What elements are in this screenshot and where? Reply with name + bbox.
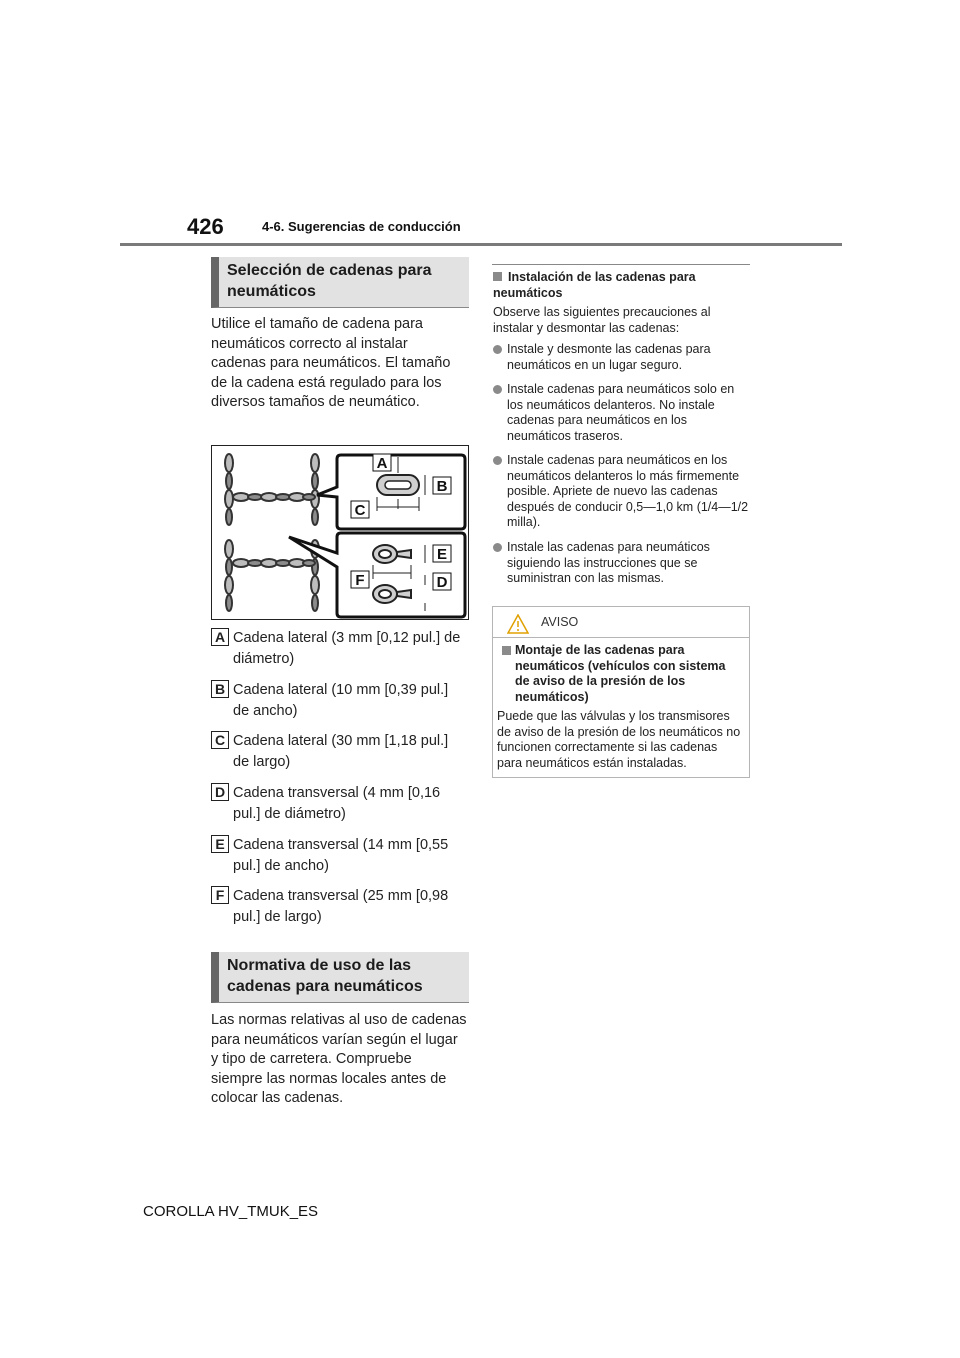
list-item-c bbox=[211, 731, 466, 773]
figure-label-b: B bbox=[436, 478, 448, 495]
bullet-dot-icon bbox=[493, 543, 502, 552]
list-item-a bbox=[211, 628, 466, 670]
label-e-badge: E bbox=[211, 835, 229, 853]
warning-subheading: Montaje de las cadenas para neumáticos (vehículos con sistema de aviso de la presión de los neumáticos) bbox=[502, 643, 740, 705]
warning-header bbox=[493, 607, 749, 637]
warning-text: Puede que las válvulas y los transmisores de aviso de la presión de los neumáticos no funcionen correctamente si las cadenas para neumáticos están instaladas. bbox=[497, 709, 741, 770]
warning-box bbox=[492, 606, 750, 778]
bullet-dot-icon bbox=[493, 385, 502, 394]
square-bullet-icon bbox=[493, 272, 502, 281]
square-bullet-icon bbox=[502, 646, 511, 655]
page-number: 426 bbox=[187, 214, 224, 239]
list-item-f bbox=[211, 886, 466, 928]
figure-label-c: C bbox=[354, 502, 366, 519]
item-f-text: Cadena transversal (25 mm [0,98 pul.] de largo) bbox=[233, 888, 449, 925]
bullet-item: Instale cadenas para neumáticos solo en los neumáticos delanteros. No instale cadenas para neumáticos en los neumáticos traseros. bbox=[493, 382, 751, 444]
label-b-badge: B bbox=[211, 680, 229, 698]
figure-label-d: D bbox=[436, 574, 448, 591]
item-a-text: Cadena lateral (3 mm [0,12 pul.] de diámetro) bbox=[233, 630, 461, 667]
item-b-text: Cadena lateral (10 mm [0,39 pul.] de ancho) bbox=[233, 682, 449, 719]
right-column-divider bbox=[492, 264, 750, 265]
list-item-e bbox=[211, 835, 466, 877]
list-item-b bbox=[211, 680, 466, 722]
bullet-dot-icon bbox=[493, 345, 502, 354]
install-heading: Instalación de las cadenas para neumáticos bbox=[493, 270, 696, 300]
figure-label-a: A bbox=[376, 455, 388, 472]
tire-chain-illustration bbox=[211, 445, 469, 620]
item-e-text: Cadena transversal (14 mm [0,55 pul.] de ancho) bbox=[233, 837, 449, 874]
warning-title: AVISO bbox=[541, 615, 579, 629]
list-item-d bbox=[211, 783, 466, 825]
item-c-text: Cadena lateral (30 mm [1,18 pul.] de largo) bbox=[233, 733, 449, 770]
heading-chain-selection: Selección de cadenas para neumáticos bbox=[211, 257, 469, 308]
section-title: 4-6. Sugerencias de conducción bbox=[262, 219, 461, 234]
header-divider bbox=[120, 243, 842, 246]
label-f-badge: F bbox=[211, 886, 229, 904]
chain-size-intro: Utilice el tamaño de cadena para neumáticos correcto al instalar cadenas para neumáticos. El tamaño de la cadena está regulado para los diversos tamaños de neumático. bbox=[211, 316, 451, 410]
heading-chain-regulations: Normativa de uso de las cadenas para neumáticos bbox=[211, 952, 469, 1003]
regulations-text: Las normas relativas al uso de cadenas para neumáticos varían según el lugar y tipo de carretera. Compruebe siempre las normas locales antes de colocar las cadenas. bbox=[211, 1012, 467, 1106]
bullet-item: Instale las cadenas para neumáticos siguiendo las instrucciones que se suministran con las mismas. bbox=[493, 540, 751, 587]
figure-label-f: F bbox=[355, 572, 365, 589]
warning-divider bbox=[493, 637, 749, 638]
bullet-item: Instale y desmonte las cadenas para neumáticos en un lugar seguro. bbox=[493, 342, 751, 373]
bullet-dot-icon bbox=[493, 456, 502, 465]
figure-label-e: E bbox=[436, 546, 448, 563]
item-d-text: Cadena transversal (4 mm [0,16 pul.] de diámetro) bbox=[233, 785, 441, 822]
label-c-badge: C bbox=[211, 731, 229, 749]
chain-figure bbox=[211, 445, 469, 620]
warning-triangle-icon bbox=[507, 614, 529, 634]
label-a-badge: A bbox=[211, 628, 229, 646]
footer-model: COROLLA HV_TMUK_ES bbox=[143, 1203, 319, 1220]
label-d-badge: D bbox=[211, 783, 229, 801]
install-intro: Observe las siguientes precauciones al instalar y desmontar las cadenas: bbox=[493, 305, 711, 335]
bullet-item: Instale cadenas para neumáticos en los neumáticos delanteros lo más firmemente posible. Apriete de nuevo las cadenas después de conducir 0,5—1,0 km (1/4—1/2 milla). bbox=[493, 453, 751, 531]
